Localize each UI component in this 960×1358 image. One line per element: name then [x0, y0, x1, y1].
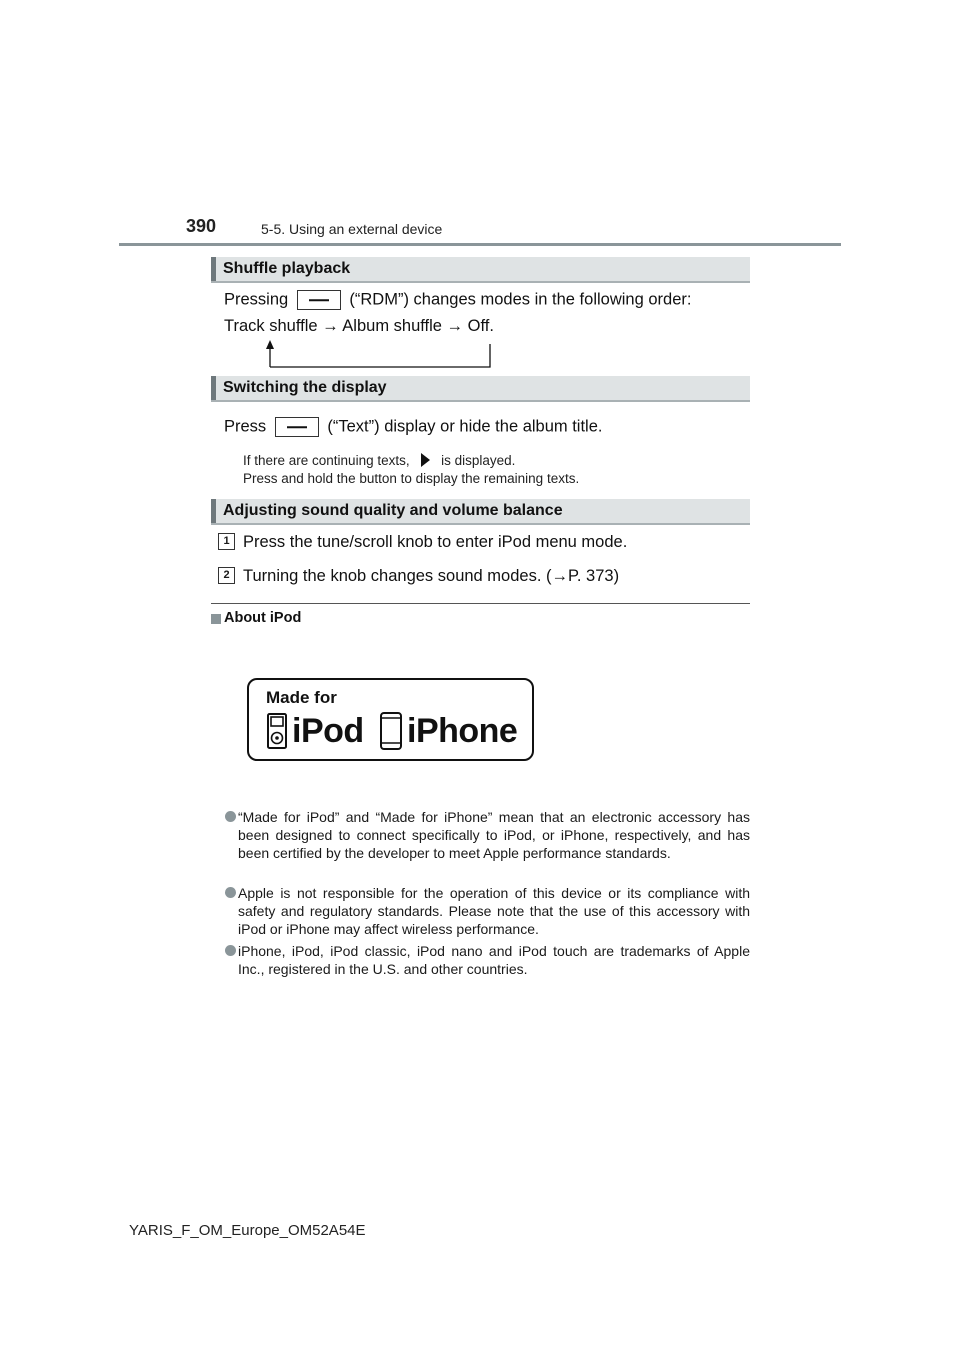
section-heading-display — [211, 376, 750, 402]
section-heading-sound — [211, 499, 750, 525]
iphone-device-icon — [380, 712, 402, 750]
subsection-divider — [211, 603, 750, 604]
heading-accent-bar — [211, 376, 216, 400]
logo-iphone-text: iPhone — [407, 712, 518, 750]
bullet-dot-icon — [225, 811, 236, 822]
subsection-title: About iPod — [224, 610, 302, 626]
subsection-square-icon — [211, 614, 221, 624]
display-text-before: Press — [224, 417, 267, 436]
shuffle-order: Track shuffle → Album shuffle → Off. — [224, 317, 494, 335]
list-item — [225, 808, 750, 862]
text-button-icon — [275, 417, 319, 437]
logo-made-for: Made for — [266, 688, 337, 707]
step-number-1: 1 — [218, 533, 235, 550]
ipod-device-icon — [267, 713, 287, 749]
logo-ipod-text: iPod — [292, 712, 364, 750]
heading-text: Adjusting sound quality and volume balance — [223, 502, 563, 519]
document-code: YARIS_F_OM_Europe_OM52A54E — [129, 1222, 366, 1239]
bullet-text: Apple is not responsible for the operation of this device or its compliance with safety and regulatory standards. Please note that the use of this accessory with iPod or iPhone may affect wireless performance. — [238, 885, 750, 937]
step-text-2: Turning the knob changes sound modes. (→P. 373) — [243, 567, 620, 585]
shuffle-instruction — [224, 290, 691, 310]
display-text-after: (“Text”) display or hide the album title. — [327, 417, 603, 436]
bullet-dot-icon — [225, 887, 236, 898]
made-for-ipod-iphone-logo — [247, 678, 534, 761]
display-instruction — [224, 417, 603, 437]
shuffle-text-after: (“RDM”) changes modes in the following order: — [349, 290, 692, 309]
step-text-1: Press the tune/scroll knob to enter iPod menu mode. — [243, 533, 628, 551]
section-heading-shuffle — [211, 257, 750, 283]
heading-text: Shuffle playback — [223, 260, 351, 277]
page-number: 390 — [186, 216, 217, 236]
heading-accent-bar — [211, 499, 216, 523]
heading-accent-bar — [211, 257, 216, 281]
bullet-text: iPhone, iPod, iPod classic, iPod nano and iPod touch are trademarks of Apple Inc., registered in the U.S. and other countries. — [238, 943, 750, 977]
chapter-title: 5-5. Using an external device — [261, 221, 443, 237]
continue-arrow-icon — [417, 451, 433, 469]
heading-text: Switching the display — [223, 379, 387, 396]
list-item — [225, 942, 750, 978]
note-text-after: is displayed. — [441, 453, 516, 468]
rdm-button-icon — [297, 290, 341, 310]
shuffle-text-before: Pressing — [224, 290, 289, 309]
cycle-arrow-icon — [262, 340, 494, 370]
note-text-before: If there are continuing texts, — [243, 453, 410, 468]
bullet-text: “Made for iPod” and “Made for iPhone” mean that an electronic accessory has been designed to connect specifically to iPod, or iPhone, respectively, and has been certified by the developer to meet Apple performance standards. — [238, 809, 750, 861]
bullet-dot-icon — [225, 945, 236, 956]
display-note-1 — [243, 451, 515, 469]
list-item — [225, 884, 750, 938]
display-note-2: Press and hold the button to display the remaining texts. — [243, 471, 580, 486]
step-number-2: 2 — [218, 567, 235, 584]
header-divider — [119, 243, 841, 246]
